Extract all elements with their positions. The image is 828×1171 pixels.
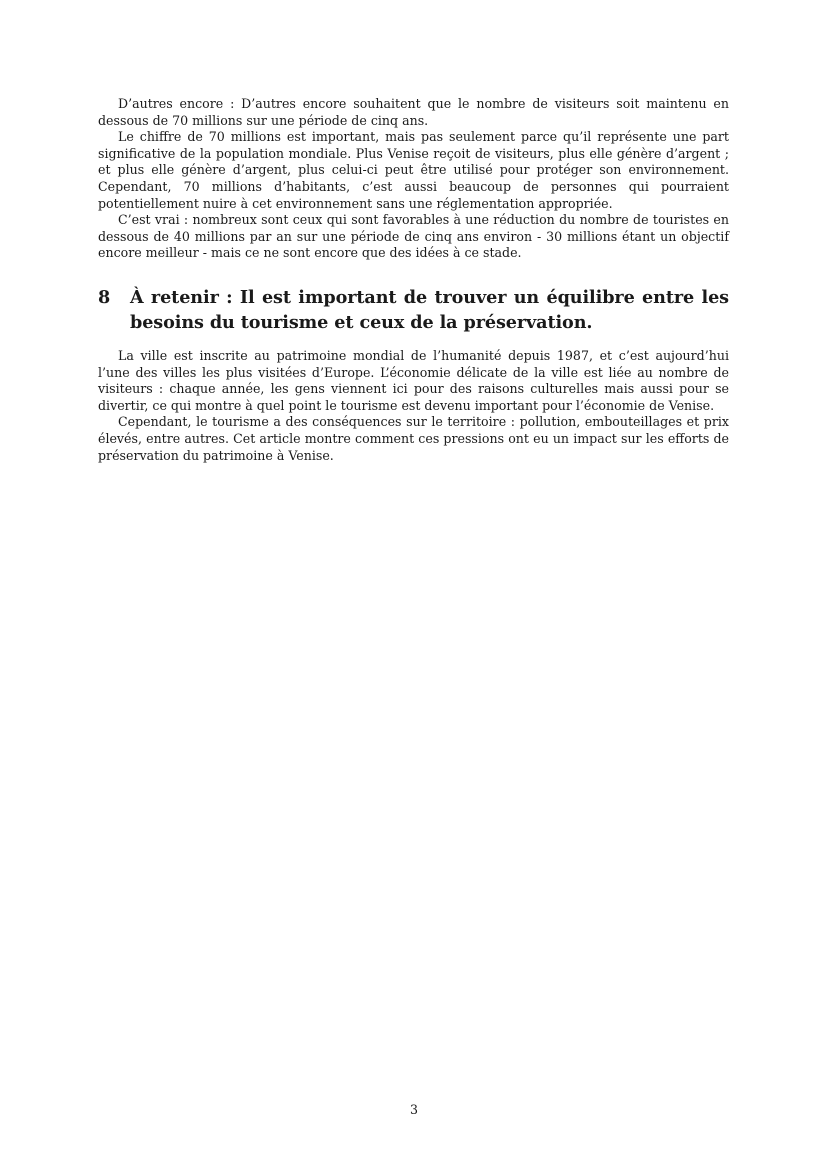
section-number: 8 [98, 286, 111, 308]
section-heading [98, 285, 729, 335]
section-8-body [98, 348, 729, 464]
section-title: À retenir : Il est important de trouver un équilibre entre les besoins du tourisme et ceux de la préservation. [130, 286, 729, 333]
paragraph: D’autres encore : D’autres encore souhaitent que le nombre de visiteurs soit maintenu en dessous de 70 millions sur une période de cinq ans. [98, 96, 729, 128]
paragraph: C’est vrai : nombreux sont ceux qui sont favorables à une réduction du nombre de touristes en dessous de 40 millions par an sur une période de cinq ans environ - 30 millions étant un objectif encore meilleur - mais ce ne sont encore que des idées à ce stade. [98, 212, 729, 261]
document-page [98, 96, 729, 464]
section-7-body [98, 96, 729, 262]
paragraph: Le chiffre de 70 millions est important, mais pas seulement parce qu’il représente une part significative de la population mondiale. Plus Venise reçoit de visiteurs, plus elle génère d’argent ; et plus elle génère d’argent, plus celui-ci peut être utilisé pour protéger son environnement. Cependant, 70 millions d’habitants, c’est aussi beaucoup de personnes qui pourraient potentiellement nuire à cet environnement sans une réglementation appropriée. [98, 129, 729, 211]
page-number: 3 [409, 1102, 418, 1117]
paragraph: La ville est inscrite au patrimoine mondial de l’humanité depuis 1987, et c’est aujourd’hui l’une des villes les plus visitées d’Europe. L’économie délicate de la ville est liée au nombre de visiteurs : chaque année, les gens viennent ici pour des raisons culturelles mais aussi pour se divertir, ce qui montre à quel point le tourisme est devenu important pour l’économie de Venise. [98, 347, 729, 413]
paragraph: Cependant, le tourisme a des conséquences sur le territoire : pollution, embouteillages et prix élevés, entre autres. Cet article montre comment ces pressions ont eu un impact sur les efforts de préservation du patrimoine à Venise. [98, 414, 729, 463]
